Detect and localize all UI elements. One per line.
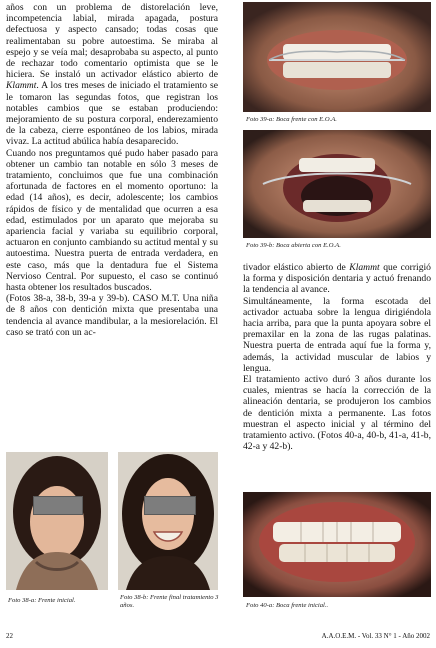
photo-40a-mouth-initial xyxy=(243,492,431,597)
right-text-column xyxy=(243,262,431,452)
text-span: tivador elástico abierto de xyxy=(243,262,346,273)
eye-censor-bar xyxy=(33,496,83,515)
caption-38a: Foto 38-a: Frente inicial. xyxy=(8,597,76,604)
left-text-column xyxy=(6,2,218,338)
photo-39a-mouth-front xyxy=(243,2,431,112)
right-paragraph-3: El tratamiento activo duró 3 años durante los cuales, mientras se hacía la corrección de la alineación dentaria, se produjeron los cambios de dentición mixta a permanente. Las fotos muestran el aspecto inicial y al término del tratamiento activo. (Fotos 40-a, 40-b, 41-a, 41-b, 42-a y 42-b). xyxy=(243,374,431,453)
photo-39a-graphic xyxy=(243,2,431,112)
photo-40a-graphic xyxy=(243,492,431,597)
photo-38a-face-initial xyxy=(6,452,108,590)
text-span: años con un problema de distorelación leve, incompetencia labial, mirada apagada, postura defectuosa y aspecto cansado; todas cosas que realimentaban su pobre autoestima. Se miraba al espejo y se veía mal; desaprobaba su aspecto, al punto de rechazar todo comentario optimista que se le hiciera. Se instaló un activador elástico abierto de xyxy=(6,2,218,81)
italic-term: Klammt xyxy=(6,80,37,92)
page-number: 22 xyxy=(6,632,13,640)
photo-39b-mouth-open xyxy=(243,130,431,238)
caption-39a: Foto 39-a: Boca frente con E.O.A. xyxy=(246,116,337,123)
left-paragraph-2: Cuando nos preguntamos qué pudo haber pasado para obtener un cambio tan notable en sólo 3 meses de tratamiento, concluimos que fue una combinación afortunada de factores en el momento oportuno: la edad (14 años), es decir, adolescente; los cambios rápidos de físico y de mentalidad que ocurren a esa edad, estimulados por un aparato que mejoraba su apariencia facial y variaba su equilibrio corporal, actuaron en conjunto cambiando su actitud mental y su autoestima. Nuestra puerta de entrada verdadera, en este caso, más que la dentadura fue el Sistema Nervioso Central. Por supuesto, el caso se continuó hasta obtener los resultados buscados. xyxy=(6,147,218,294)
photo-38b-graphic xyxy=(118,452,218,590)
right-paragraph-2: Simultáneamente, la forma escotada del activador actuaba sobre la lengua dirigiéndola hacia arriba, para que la punta apoyara sobre el premaxilar en la zona de las rugas palatinas. Nuestra puerta de entrada aquí fue la forma y, además, la actividad muscular de labios y lengua. xyxy=(243,295,431,374)
eye-censor-bar xyxy=(144,496,196,515)
journal-reference: A.A.O.E.M. - Vol. 33 N° 1 - Año 2002 xyxy=(321,632,430,640)
photo-39b-graphic xyxy=(243,130,431,238)
italic-term: Klammt xyxy=(349,262,380,273)
photo-38b-face-final xyxy=(118,452,218,590)
text-span: que corrigió la forma y disposición dentaria y actuó frenando la tendencia al avance. xyxy=(243,262,431,296)
caption-39b: Foto 39-b: Boca abierta con E.O.A. xyxy=(246,242,341,249)
caption-40a: Foto 40-a: Boca frente inicial.. xyxy=(246,602,329,609)
caption-38b: Foto 38-b: Frente final tratamiento 3 años. xyxy=(120,594,219,609)
left-paragraph-1 xyxy=(6,2,218,148)
photo-38a-graphic xyxy=(6,452,108,590)
left-paragraph-3: (Fotos 38-a, 38-b, 39-a y 39-b). CASO M.T. Una niña de 8 años con dentición mixta que presentaba una tendencia al avance mandibular, a la mesiorelación. El caso se trató con un ac- xyxy=(6,293,218,338)
right-paragraph-1 xyxy=(243,262,431,296)
text-span: . A los tres meses de iniciado el tratamiento se le tomaron las segundas fotos, que registran los notables cambios que se estaban produciendo: mejoramiento de su postura corporal, enderezamiento de la cabeza, cierre espontáneo de los labios, mirada vivaz. La actitud abúlica había desaparecido. xyxy=(6,80,218,148)
